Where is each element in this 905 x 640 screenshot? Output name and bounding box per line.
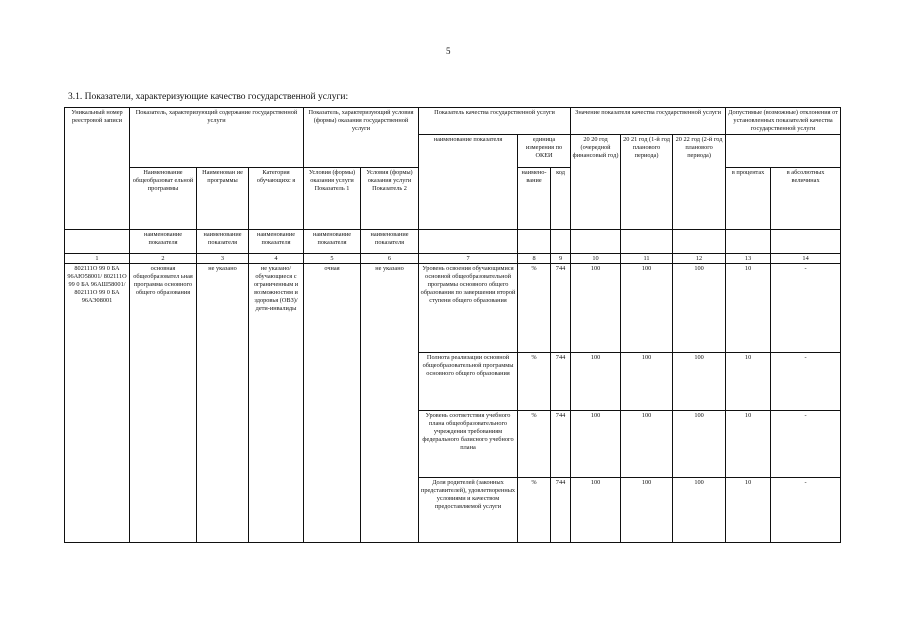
header-unit-code: код xyxy=(551,168,571,230)
header-dev-absolute: в абсолютных величинах xyxy=(771,168,841,230)
col-number-13: 13 xyxy=(726,254,771,264)
indicator-dev-absolute: - xyxy=(771,478,841,543)
col-number-6: 6 xyxy=(361,254,419,264)
indicator-dev-percent: 10 xyxy=(726,264,771,353)
section-title: 3.1. Показатели, характеризующие качество государственной услуги: xyxy=(68,92,349,102)
header-year-1: 20 20 год (очередной финансовый год) xyxy=(571,135,621,230)
indicator-unit: % xyxy=(518,478,551,543)
indicator-dev-absolute: - xyxy=(771,264,841,353)
indicator-year-1: 100 xyxy=(571,264,621,353)
indicator-dev-percent: 10 xyxy=(726,478,771,543)
header-condition-2: Условия (формы) оказания услуги Показатель 2 xyxy=(361,168,419,230)
header-spacer-10 xyxy=(571,230,621,254)
record-program-name: не указано xyxy=(197,264,249,543)
indicator-name: Уровень соответствия учебного плана общеобразовательного учреждения требованиям федерального базисного учебного плана xyxy=(419,411,518,478)
header-dev-percent: в процентах xyxy=(726,168,771,230)
indicator-year-3: 100 xyxy=(673,264,726,353)
indicator-year-1: 100 xyxy=(571,478,621,543)
header-spacer-8 xyxy=(518,230,551,254)
header-condition-1: Условия (формы) оказания услуги Показатель 1 xyxy=(304,168,361,230)
indicator-year-3: 100 xyxy=(673,411,726,478)
header-unit-name: наимено-вание xyxy=(518,168,551,230)
indicator-unit: % xyxy=(518,264,551,353)
header-program: Наименование общеобразоват ельной программы xyxy=(130,168,197,230)
header-quality-group: Показатель качества государственной услуги xyxy=(419,108,571,135)
header-spacer-9 xyxy=(551,230,571,254)
indicator-unit: % xyxy=(518,353,551,411)
header-unit-group: единица измерения по ОКЕИ xyxy=(518,135,571,168)
indicator-name: Полнота реализации основной общеобразовательной программы основного общего образования xyxy=(419,353,518,411)
header-spacer-7 xyxy=(419,230,518,254)
col-number-9: 9 xyxy=(551,254,571,264)
header-category: Категория обучающихс я xyxy=(249,168,304,230)
col-number-12: 12 xyxy=(673,254,726,264)
indicator-year-1: 100 xyxy=(571,411,621,478)
indicator-name: Уровень освоения обучающимися основной общеобразовательной программы основного общего образования по завершении второй ступени общего образования xyxy=(419,264,518,353)
indicator-dev-absolute: - xyxy=(771,411,841,478)
col-number-3: 3 xyxy=(197,254,249,264)
header-conditions-group: Показатель, характеризующий условия (формы) оказания государственной услуги xyxy=(304,108,419,168)
indicator-code: 744 xyxy=(551,411,571,478)
col-number-14: 14 xyxy=(771,254,841,264)
header-quality-name: наименование показателя xyxy=(419,135,518,230)
header-program-name: Наименован ие программы xyxy=(197,168,249,230)
col-number-7: 7 xyxy=(419,254,518,264)
header-year-2: 20 21 год (1-й год планового периода) xyxy=(621,135,673,230)
indicator-year-2: 100 xyxy=(621,411,673,478)
header-deviation-group: Допустимые (возможные) отклонения от установленных показателей качества государственной услуги xyxy=(726,108,841,135)
col-number-2: 2 xyxy=(130,254,197,264)
header-deviation-spacer xyxy=(726,135,841,168)
col-number-1: 1 xyxy=(65,254,130,264)
header-spacer-11 xyxy=(621,230,673,254)
record-category: не указано/ обучающиеся с ограниченным и возможностям и здоровья (ОВЗ)/ дети-инвалиды xyxy=(249,264,304,543)
record-condition-2: не указано xyxy=(361,264,419,543)
header-spacer-1 xyxy=(65,230,130,254)
indicator-code: 744 xyxy=(551,353,571,411)
indicator-dev-percent: 10 xyxy=(726,353,771,411)
indicator-dev-absolute: - xyxy=(771,353,841,411)
sub-label-4: наименование показателя xyxy=(249,230,304,254)
col-number-10: 10 xyxy=(571,254,621,264)
header-spacer-14 xyxy=(771,230,841,254)
sub-label-2: наименование показателя xyxy=(130,230,197,254)
indicator-year-2: 100 xyxy=(621,264,673,353)
table-row xyxy=(65,264,841,353)
quality-indicators-table xyxy=(64,107,841,543)
indicator-year-2: 100 xyxy=(621,478,673,543)
header-spacer-13 xyxy=(726,230,771,254)
record-id: 802111О 99 0 БА 96АЮ58001/ 802111О 99 0 БА 96АШ58001/ 802111О 99 0 БА 96АЭ08001 xyxy=(65,264,130,543)
indicator-name: Доля родителей (законных представителей), удовлетворенных условиями и качеством предоставляемой услуги xyxy=(419,478,518,543)
record-program: основная общеобразовател ьная программа основного общего образования xyxy=(130,264,197,543)
header-value-group: Значение показателя качества государственной услуги xyxy=(571,108,726,135)
indicator-year-1: 100 xyxy=(571,353,621,411)
indicator-year-2: 100 xyxy=(621,353,673,411)
sub-label-5: наименование показателя xyxy=(304,230,361,254)
indicator-year-3: 100 xyxy=(673,478,726,543)
sub-label-3: наименование показателя xyxy=(197,230,249,254)
indicator-year-3: 100 xyxy=(673,353,726,411)
indicator-dev-percent: 10 xyxy=(726,411,771,478)
col-number-8: 8 xyxy=(518,254,551,264)
header-spacer-12 xyxy=(673,230,726,254)
header-year-3: 20 22 год (2-й год планового периода) xyxy=(673,135,726,230)
page-number: 5 xyxy=(446,46,451,56)
col-number-5: 5 xyxy=(304,254,361,264)
col-number-11: 11 xyxy=(621,254,673,264)
header-registry-id: Уникальный номер реестровой записи xyxy=(65,108,130,230)
sub-label-6: наименование показателя xyxy=(361,230,419,254)
indicator-code: 744 xyxy=(551,264,571,353)
indicator-code: 744 xyxy=(551,478,571,543)
record-condition-1: очная xyxy=(304,264,361,543)
header-content-group: Показатель, характеризующий содержание государственной услуги xyxy=(130,108,304,168)
col-number-4: 4 xyxy=(249,254,304,264)
indicator-unit: % xyxy=(518,411,551,478)
